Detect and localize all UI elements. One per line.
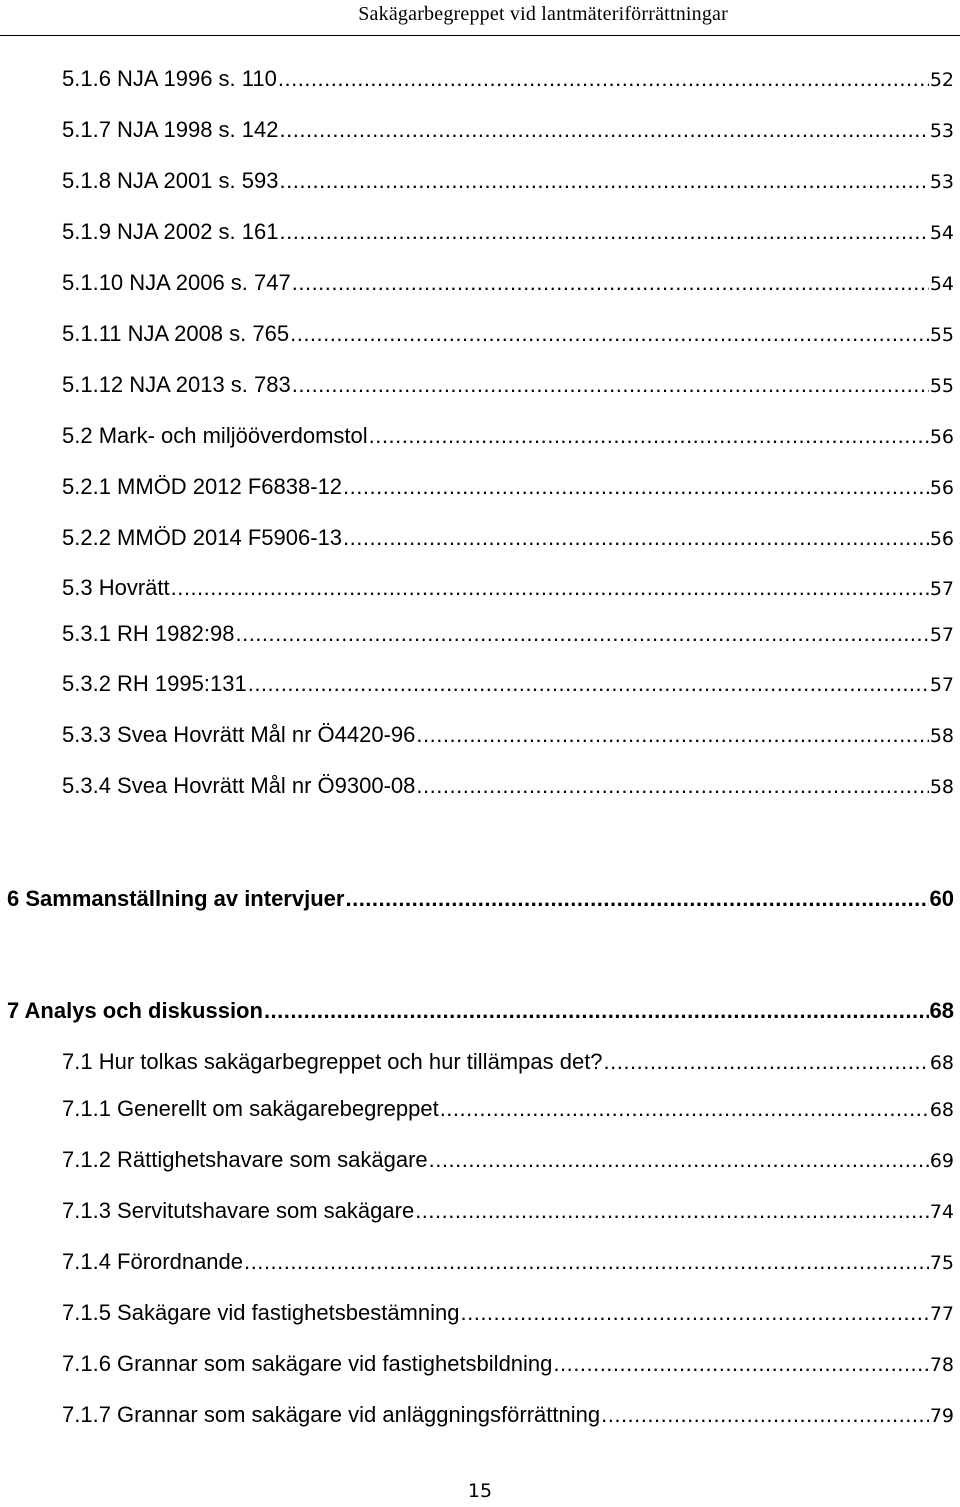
toc-entry-title: 7.1.3 Servitutshavare som sakägare xyxy=(62,1198,415,1223)
dot-leader xyxy=(369,423,929,449)
dot-leader xyxy=(171,575,929,601)
toc-entry-page: 57 xyxy=(929,674,954,696)
toc-entry[interactable] xyxy=(62,1198,954,1228)
dot-leader xyxy=(343,474,929,500)
dot-leader xyxy=(553,1351,928,1377)
toc-entry-page: 58 xyxy=(929,725,954,747)
dot-leader xyxy=(429,1147,929,1173)
dot-leader xyxy=(604,1049,929,1075)
toc-entry-page: 74 xyxy=(929,1201,954,1223)
toc-entry-page: 78 xyxy=(929,1354,954,1376)
dot-leader xyxy=(280,168,929,194)
toc-entry-title: 5.3.4 Svea Hovrätt Mål nr Ö9300-08 xyxy=(62,773,416,798)
toc-entry[interactable] xyxy=(62,1049,954,1079)
toc-entry-page: 56 xyxy=(929,477,954,499)
toc-entry[interactable] xyxy=(62,117,954,147)
toc-entry-page: 53 xyxy=(929,171,954,193)
toc-entry[interactable] xyxy=(62,1249,954,1279)
header-divider xyxy=(0,35,960,36)
dot-leader xyxy=(264,998,929,1024)
toc-entry-page: 55 xyxy=(929,324,954,346)
toc-entry-title: 7.1 Hur tolkas sakägarbegreppet och hur tillämpas det? xyxy=(62,1049,603,1074)
toc-entry[interactable] xyxy=(62,66,954,96)
toc-entry-title: 5.3.3 Svea Hovrätt Mål nr Ö4420-96 xyxy=(62,722,416,747)
toc-entry-page: 68 xyxy=(929,1052,954,1074)
toc-entry-page: 57 xyxy=(929,624,954,646)
dot-leader xyxy=(601,1402,929,1428)
toc-entry[interactable] xyxy=(62,722,954,752)
toc-entry-title: 5.3 Hovrätt xyxy=(62,575,170,600)
toc-entry-page: 55 xyxy=(929,375,954,397)
dot-leader xyxy=(416,722,928,748)
dot-leader xyxy=(292,270,929,296)
toc-chapter-entry[interactable] xyxy=(7,998,954,1028)
toc-entry-title: 5.3.1 RH 1982:98 xyxy=(62,621,235,646)
toc-entry-title: 5.1.11 NJA 2008 s. 765 xyxy=(62,321,290,346)
dot-leader xyxy=(290,321,929,347)
toc-entry-page: 54 xyxy=(929,222,954,244)
toc-entry[interactable] xyxy=(62,1300,954,1330)
dot-leader xyxy=(280,219,929,245)
toc-entry-title: 5.1.7 NJA 1998 s. 142 xyxy=(62,117,279,142)
toc-entry[interactable] xyxy=(62,621,954,651)
dot-leader xyxy=(343,525,929,551)
running-header xyxy=(0,0,960,36)
dot-leader xyxy=(280,117,929,143)
toc-entry-page: 75 xyxy=(929,1252,954,1274)
toc-entry[interactable] xyxy=(62,168,954,198)
document-title: Sakägarbegreppet vid lantmäteriförrättningar xyxy=(358,3,728,25)
dot-leader xyxy=(244,1249,929,1275)
toc-entry-page: 68 xyxy=(929,998,954,1023)
toc-entry-title: 7 Analys och diskussion xyxy=(7,998,263,1023)
toc-entry-title: 7.1.1 Generellt om sakägarebegreppet xyxy=(62,1096,439,1121)
toc-entry-page: 79 xyxy=(929,1405,954,1427)
toc-entry-page: 57 xyxy=(929,578,954,600)
dot-leader xyxy=(345,886,928,912)
page-number: 15 xyxy=(467,1480,493,1502)
toc-entry-title: 7.1.2 Rättighetshavare som sakägare xyxy=(62,1147,428,1172)
toc-entry-title: 5.1.6 NJA 1996 s. 110 xyxy=(62,66,277,91)
toc-entry-title: 7.1.5 Sakägare vid fastighetsbestämning xyxy=(62,1300,460,1325)
toc-entry[interactable] xyxy=(62,270,954,300)
toc-entry[interactable] xyxy=(62,219,954,249)
toc-entry[interactable] xyxy=(62,773,954,803)
dot-leader xyxy=(278,66,929,92)
toc-entry[interactable] xyxy=(62,372,954,402)
toc-entry-page: 60 xyxy=(929,886,954,911)
toc-entry-page: 52 xyxy=(929,69,954,91)
toc-entry-title: 5.2.2 MMÖD 2014 F5906-13 xyxy=(62,525,343,550)
toc-entry-page: 56 xyxy=(929,426,954,448)
toc-entry-title: 6 Sammanställning av intervjuer xyxy=(7,886,345,911)
toc-entry[interactable] xyxy=(62,1147,954,1177)
toc-entry-title: 5.1.8 NJA 2001 s. 593 xyxy=(62,168,279,193)
toc-chapter-entry[interactable] xyxy=(7,886,954,916)
toc-entry[interactable] xyxy=(62,525,954,555)
toc-entry-page: 56 xyxy=(929,528,954,550)
toc-entry[interactable] xyxy=(62,1096,954,1126)
toc-entry-title: 7.1.7 Grannar som sakägare vid anläggningsförrättning xyxy=(62,1402,601,1427)
toc-entry-title: 5.1.10 NJA 2006 s. 747 xyxy=(62,270,291,295)
toc-entry-page: 54 xyxy=(929,273,954,295)
toc-entry[interactable] xyxy=(62,474,954,504)
toc-entry[interactable] xyxy=(62,321,954,351)
toc-entry-title: 5.1.9 NJA 2002 s. 161 xyxy=(62,219,279,244)
dot-leader xyxy=(235,621,928,647)
toc-entry[interactable] xyxy=(62,423,954,453)
toc-entry-page: 69 xyxy=(929,1150,954,1172)
toc-entry[interactable] xyxy=(62,671,954,701)
dot-leader xyxy=(416,773,928,799)
toc-entry-page: 77 xyxy=(929,1303,954,1325)
toc-entry-page: 58 xyxy=(929,776,954,798)
dot-leader xyxy=(460,1300,928,1326)
toc-entry[interactable] xyxy=(62,1351,954,1381)
toc-entry[interactable] xyxy=(62,1402,954,1432)
dot-leader xyxy=(440,1096,929,1122)
toc-entry-page: 68 xyxy=(929,1099,954,1121)
dot-leader xyxy=(292,372,929,398)
dot-leader xyxy=(415,1198,929,1224)
toc-entry-title: 5.1.12 NJA 2013 s. 783 xyxy=(62,372,291,397)
toc-entry-page: 53 xyxy=(929,120,954,142)
toc-entry-title: 5.2 Mark- och miljööverdomstol xyxy=(62,423,368,448)
toc-entry-title: 7.1.4 Förordnande xyxy=(62,1249,244,1274)
toc-entry-title: 7.1.6 Grannar som sakägare vid fastighetsbildning xyxy=(62,1351,553,1376)
dot-leader xyxy=(248,671,929,697)
toc-entry-title: 5.3.2 RH 1995:131 xyxy=(62,671,247,696)
toc-entry[interactable] xyxy=(62,575,954,605)
toc-entry-title: 5.2.1 MMÖD 2012 F6838-12 xyxy=(62,474,343,499)
